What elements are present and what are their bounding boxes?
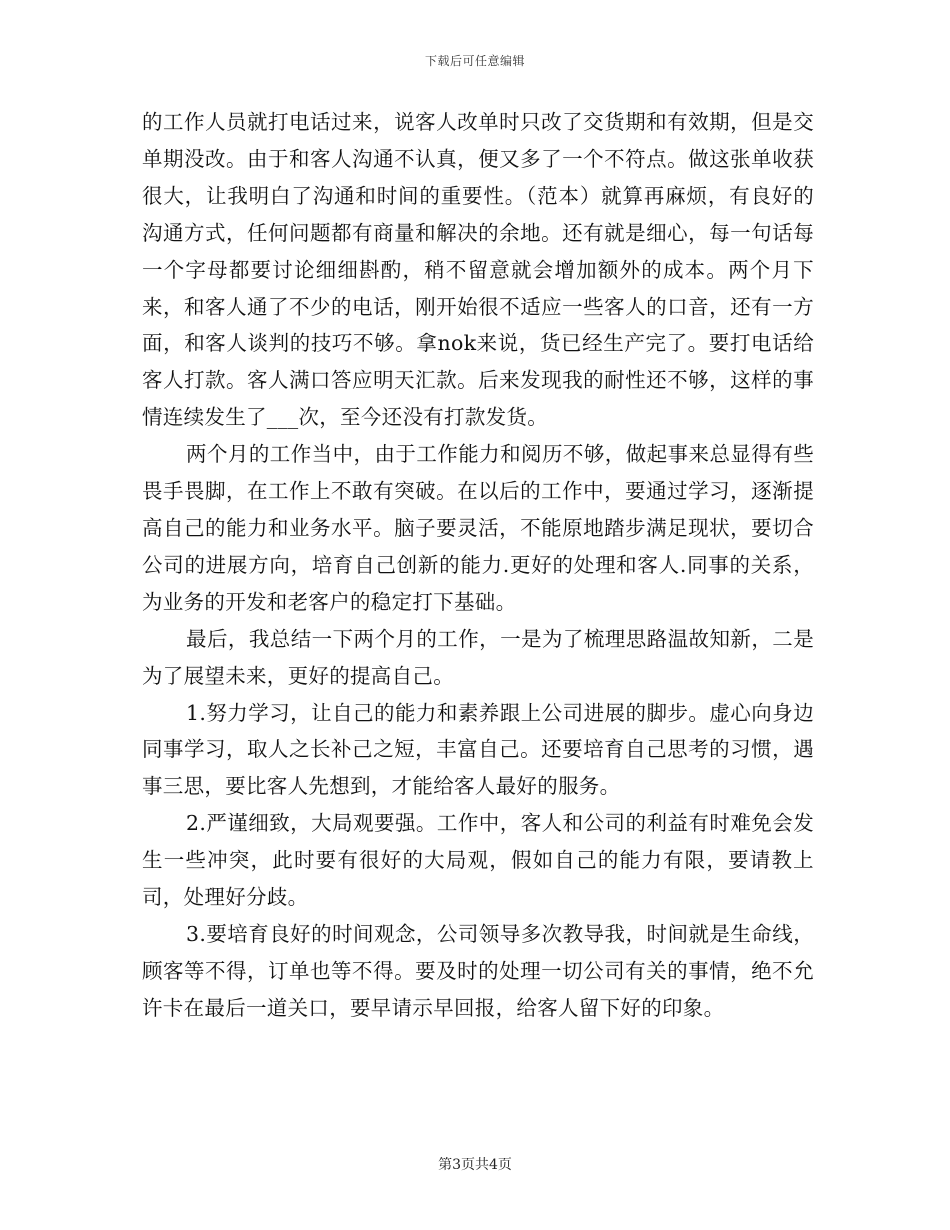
document-body bbox=[142, 104, 814, 1027]
paragraph-work-reflection: 两个月的工作当中，由于工作能力和阅历不够，做起事来总显得有些畏手畏脚，在工作上不敢有突破。在以后的工作中，要通过学习，逐渐提高自己的能力和业务水平。脑子要灵活，不能原地踏步满足现状，要切合公司的进展方向，培育自己创新的能力.更好的处理和客人.同事的关系，为业务的开发和老客户的稳定打下基础。 bbox=[142, 442, 814, 614]
page-number: 第3页共4页 bbox=[438, 1157, 512, 1173]
list-item-1: 1.努力学习，让自己的能力和素养跟上公司进展的脚步。虚心向身边同事学习，取人之长补己之短，丰富自己。还要培育自己思考的习惯，遇事三思，要比客人先想到，才能给客人最好的服务。 bbox=[142, 700, 814, 799]
list-item-3: 3.要培育良好的时间观念，公司领导多次教导我，时间就是生命线，顾客等不得，订单也等不得。要及时的处理一切公司有关的事情，绝不允许卡在最后一道关口，要早请示早回报，给客人留下好的印象。 bbox=[142, 921, 814, 1020]
paragraph-summary-intro: 最后，我总结一下两个月的工作，一是为了梳理思路温故知新，二是为了展望未来，更好的提高自己。 bbox=[142, 626, 814, 688]
page-header: 下载后可任意编辑 bbox=[424, 54, 525, 68]
list-item-2: 2.严谨细致，大局观要强。工作中，客人和公司的利益有时难免会发生一些冲突，此时要有很好的大局观，假如自己的能力有限，要请教上司，处理好分歧。 bbox=[142, 811, 814, 910]
paragraph-continuation: 的工作人员就打电话过来，说客人改单时只改了交货期和有效期，但是交单期没改。由于和客人沟通不认真，便又多了一个不符点。做这张单收获很大，让我明白了沟通和时间的重要性。（范本）就算再麻烦，有良好的沟通方式，任何问题都有商量和解决的余地。还有就是细心，每一句话每一个字母都要讨论细细斟酌，稍不留意就会增加额外的成本。两个月下来，和客人通了不少的电话，刚开始很不适应一些客人的口音，还有一方面，和客人谈判的技巧不够。拿nok来说，货已经生产完了。要打电话给客人打款。客人满口答应明天汇款。后来发现我的耐性还不够，这样的事情连续发生了___次，至今还没有打款发货。 bbox=[142, 110, 814, 430]
